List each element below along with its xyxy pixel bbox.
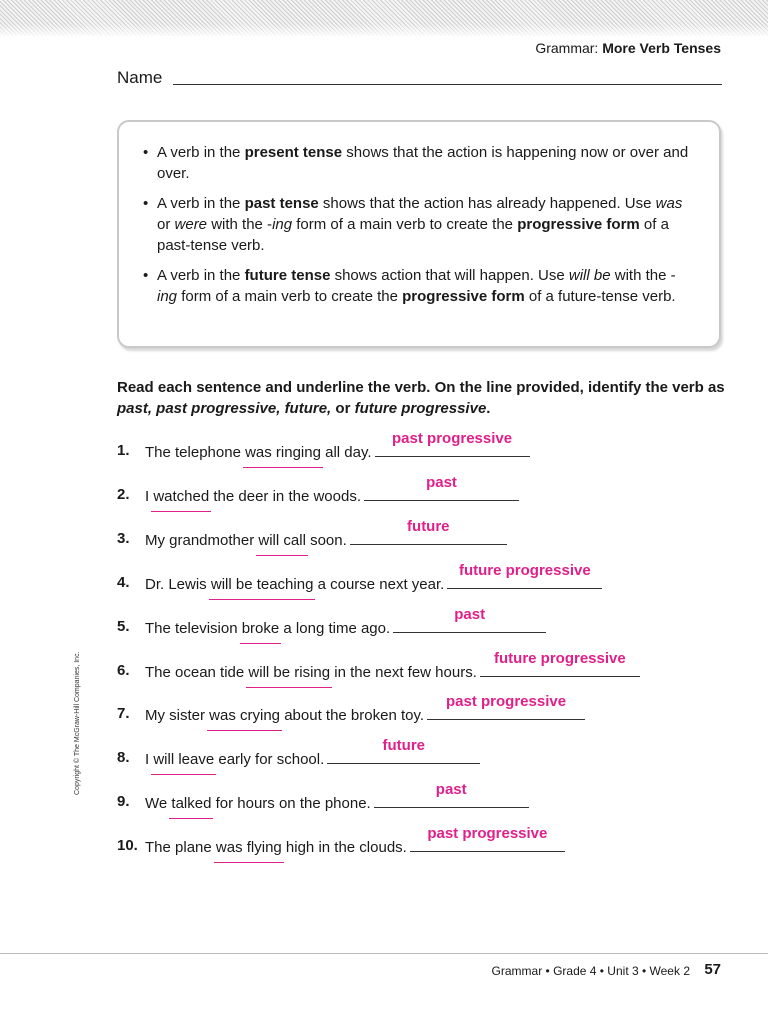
sentence-start: Dr. Lewis: [145, 575, 211, 593]
text-run: or: [157, 216, 175, 233]
answer-line[interactable]: [480, 649, 640, 677]
sentence-end: a course next year.: [313, 575, 445, 593]
item-sentence: [145, 517, 507, 549]
answer-line[interactable]: [393, 605, 546, 633]
bullet-dot-icon: •: [143, 195, 149, 212]
bold-term: past tense: [244, 195, 319, 212]
exercise-item: [117, 693, 737, 735]
answer-text: past: [426, 473, 457, 491]
answer-text: past progressive: [392, 430, 513, 447]
text-run: of a future-tense verb.: [524, 288, 676, 305]
sentence-end: all day.: [320, 444, 372, 461]
text-run: shows that the action is happening now or over and over.: [157, 144, 689, 182]
answer-line[interactable]: [427, 693, 585, 720]
bold-term: progressive form: [402, 288, 525, 305]
sentence-start: I: [145, 751, 154, 769]
item-number: 3.: [117, 529, 130, 547]
bullet-dot-icon: •: [143, 267, 149, 284]
underlined-verb: will be teaching: [210, 575, 314, 593]
sentence-start: I: [145, 487, 154, 505]
item-number: 2.: [117, 485, 130, 503]
answer-line[interactable]: [350, 517, 507, 545]
italic-term: ing: [272, 216, 293, 233]
sentence-start: We: [145, 795, 172, 813]
sentence-start: The telephone: [145, 444, 246, 461]
sentence-start: The plane: [145, 839, 216, 857]
exercise-item: [117, 517, 737, 560]
text-run: .: [486, 400, 491, 417]
instructions: [117, 377, 727, 419]
item-sentence: [145, 473, 519, 505]
text-run: A verb in the: [157, 144, 245, 161]
underlined-verb: will leave: [153, 751, 215, 769]
text-run: Read each sentence and underline the verb. On the line provided, identify the verb as: [117, 379, 725, 396]
answer-text: past: [454, 605, 486, 623]
sentence-end: high in the clouds.: [281, 839, 407, 857]
answer-text: future progressive: [458, 561, 591, 579]
item-sentence: [145, 825, 565, 857]
text-run: form of a main verb to create the: [292, 216, 518, 233]
item-number: 6.: [117, 661, 130, 679]
italic-term: ing: [157, 288, 178, 305]
page-header: [535, 40, 721, 56]
underlined-verb: was crying: [209, 707, 281, 725]
exercise-item: [117, 825, 737, 867]
text-run: A verb in the: [157, 195, 245, 212]
sentence-start: The ocean tide: [145, 663, 249, 681]
answer-text: future progressive: [494, 649, 626, 667]
bold-term: present tense: [244, 144, 343, 161]
rule-bullet: [143, 265, 691, 307]
italic-term: future progressive: [354, 400, 487, 417]
rules-box: [117, 120, 721, 348]
underlined-verb: broke: [241, 619, 280, 637]
item-sentence: [145, 430, 530, 461]
footer-rule: [0, 953, 768, 954]
top-band-fade: [0, 24, 768, 38]
answer-line[interactable]: [374, 781, 529, 808]
text-run: form of a main verb to create the: [177, 288, 403, 305]
answer-line[interactable]: [375, 430, 530, 457]
exercise-item: [117, 649, 737, 692]
italic-term: past, past progressive, future,: [117, 400, 332, 417]
exercise-item: [117, 737, 737, 779]
sentence-end: for hours on the phone.: [211, 795, 371, 813]
underlined-verb: was ringing: [245, 444, 321, 461]
item-number: 9.: [117, 793, 130, 811]
sentence-end: about the broken toy.: [280, 707, 425, 725]
copyright-text: Copyright © The McGraw-Hill Companies, Inc.: [74, 651, 81, 795]
underlined-verb: will be rising: [248, 663, 331, 681]
underlined-verb: watched: [153, 487, 210, 505]
rules-list: [143, 142, 691, 307]
answer-text: past progressive: [427, 825, 548, 843]
page-number: 57: [704, 961, 721, 978]
item-number: 8.: [117, 749, 130, 767]
item-sentence: [145, 781, 529, 813]
exercise-item: [117, 430, 737, 472]
item-number: 10.: [117, 837, 138, 855]
sentence-end: soon.: [305, 531, 347, 549]
sentence-end: a long time ago.: [279, 619, 391, 637]
bold-term: progressive form: [517, 216, 640, 233]
answer-text: past progressive: [446, 693, 567, 711]
answer-line[interactable]: [364, 473, 519, 501]
sentence-end: the deer in the woods.: [209, 487, 361, 505]
bold-term: future tense: [244, 267, 331, 284]
italic-term: will be: [568, 267, 611, 284]
text-run: shows that the action has already happened. Use: [318, 195, 656, 212]
answer-text: past: [435, 781, 467, 799]
italic-term: were: [174, 216, 208, 233]
exercise-item: [117, 561, 737, 604]
underlined-verb: was flying: [215, 839, 282, 857]
item-number: 1.: [117, 442, 130, 459]
answer-line[interactable]: [447, 561, 602, 589]
text-run: with the -: [610, 267, 676, 284]
underlined-verb: talked: [171, 795, 212, 813]
sentence-end: in the next few hours.: [330, 663, 477, 681]
exercise-item: [117, 781, 737, 823]
text-run: shows action that will happen. Use: [330, 267, 569, 284]
name-label: Name: [117, 68, 163, 87]
answer-text: future: [407, 517, 450, 535]
item-sentence: [145, 737, 480, 769]
italic-term: was: [655, 195, 683, 212]
sentence-start: The television: [145, 619, 242, 637]
item-number: 4.: [117, 573, 130, 591]
item-number: 5.: [117, 617, 130, 635]
text-run: A verb in the: [157, 267, 245, 284]
sentence-start: My sister: [145, 707, 210, 725]
answer-line[interactable]: [410, 825, 565, 852]
answer-text: future: [382, 737, 425, 755]
text-run: of a past-tense verb.: [157, 216, 669, 254]
answer-line[interactable]: [327, 737, 480, 764]
text-run: or: [331, 400, 355, 417]
header-topic: More Verb Tenses: [602, 40, 721, 56]
item-number: 7.: [117, 705, 130, 723]
footer-text: Grammar • Grade 4 • Unit 3 • Week 2: [491, 964, 690, 978]
text-run: with the -: [207, 216, 273, 233]
name-line[interactable]: [173, 84, 722, 85]
rule-bullet: [143, 142, 691, 184]
exercise-item: [117, 605, 737, 648]
item-sentence: [145, 649, 640, 681]
sentence-start: My grandmother: [145, 531, 259, 549]
bullet-dot-icon: •: [143, 144, 149, 161]
underlined-verb: will call: [258, 531, 306, 549]
name-row: [117, 68, 722, 90]
sentence-end: early for school.: [214, 751, 325, 769]
header-prefix: Grammar:: [535, 40, 599, 56]
item-sentence: [145, 561, 602, 593]
item-sentence: [145, 693, 585, 725]
exercise-item: [117, 473, 737, 516]
rule-bullet: [143, 193, 691, 256]
item-sentence: [145, 605, 546, 637]
